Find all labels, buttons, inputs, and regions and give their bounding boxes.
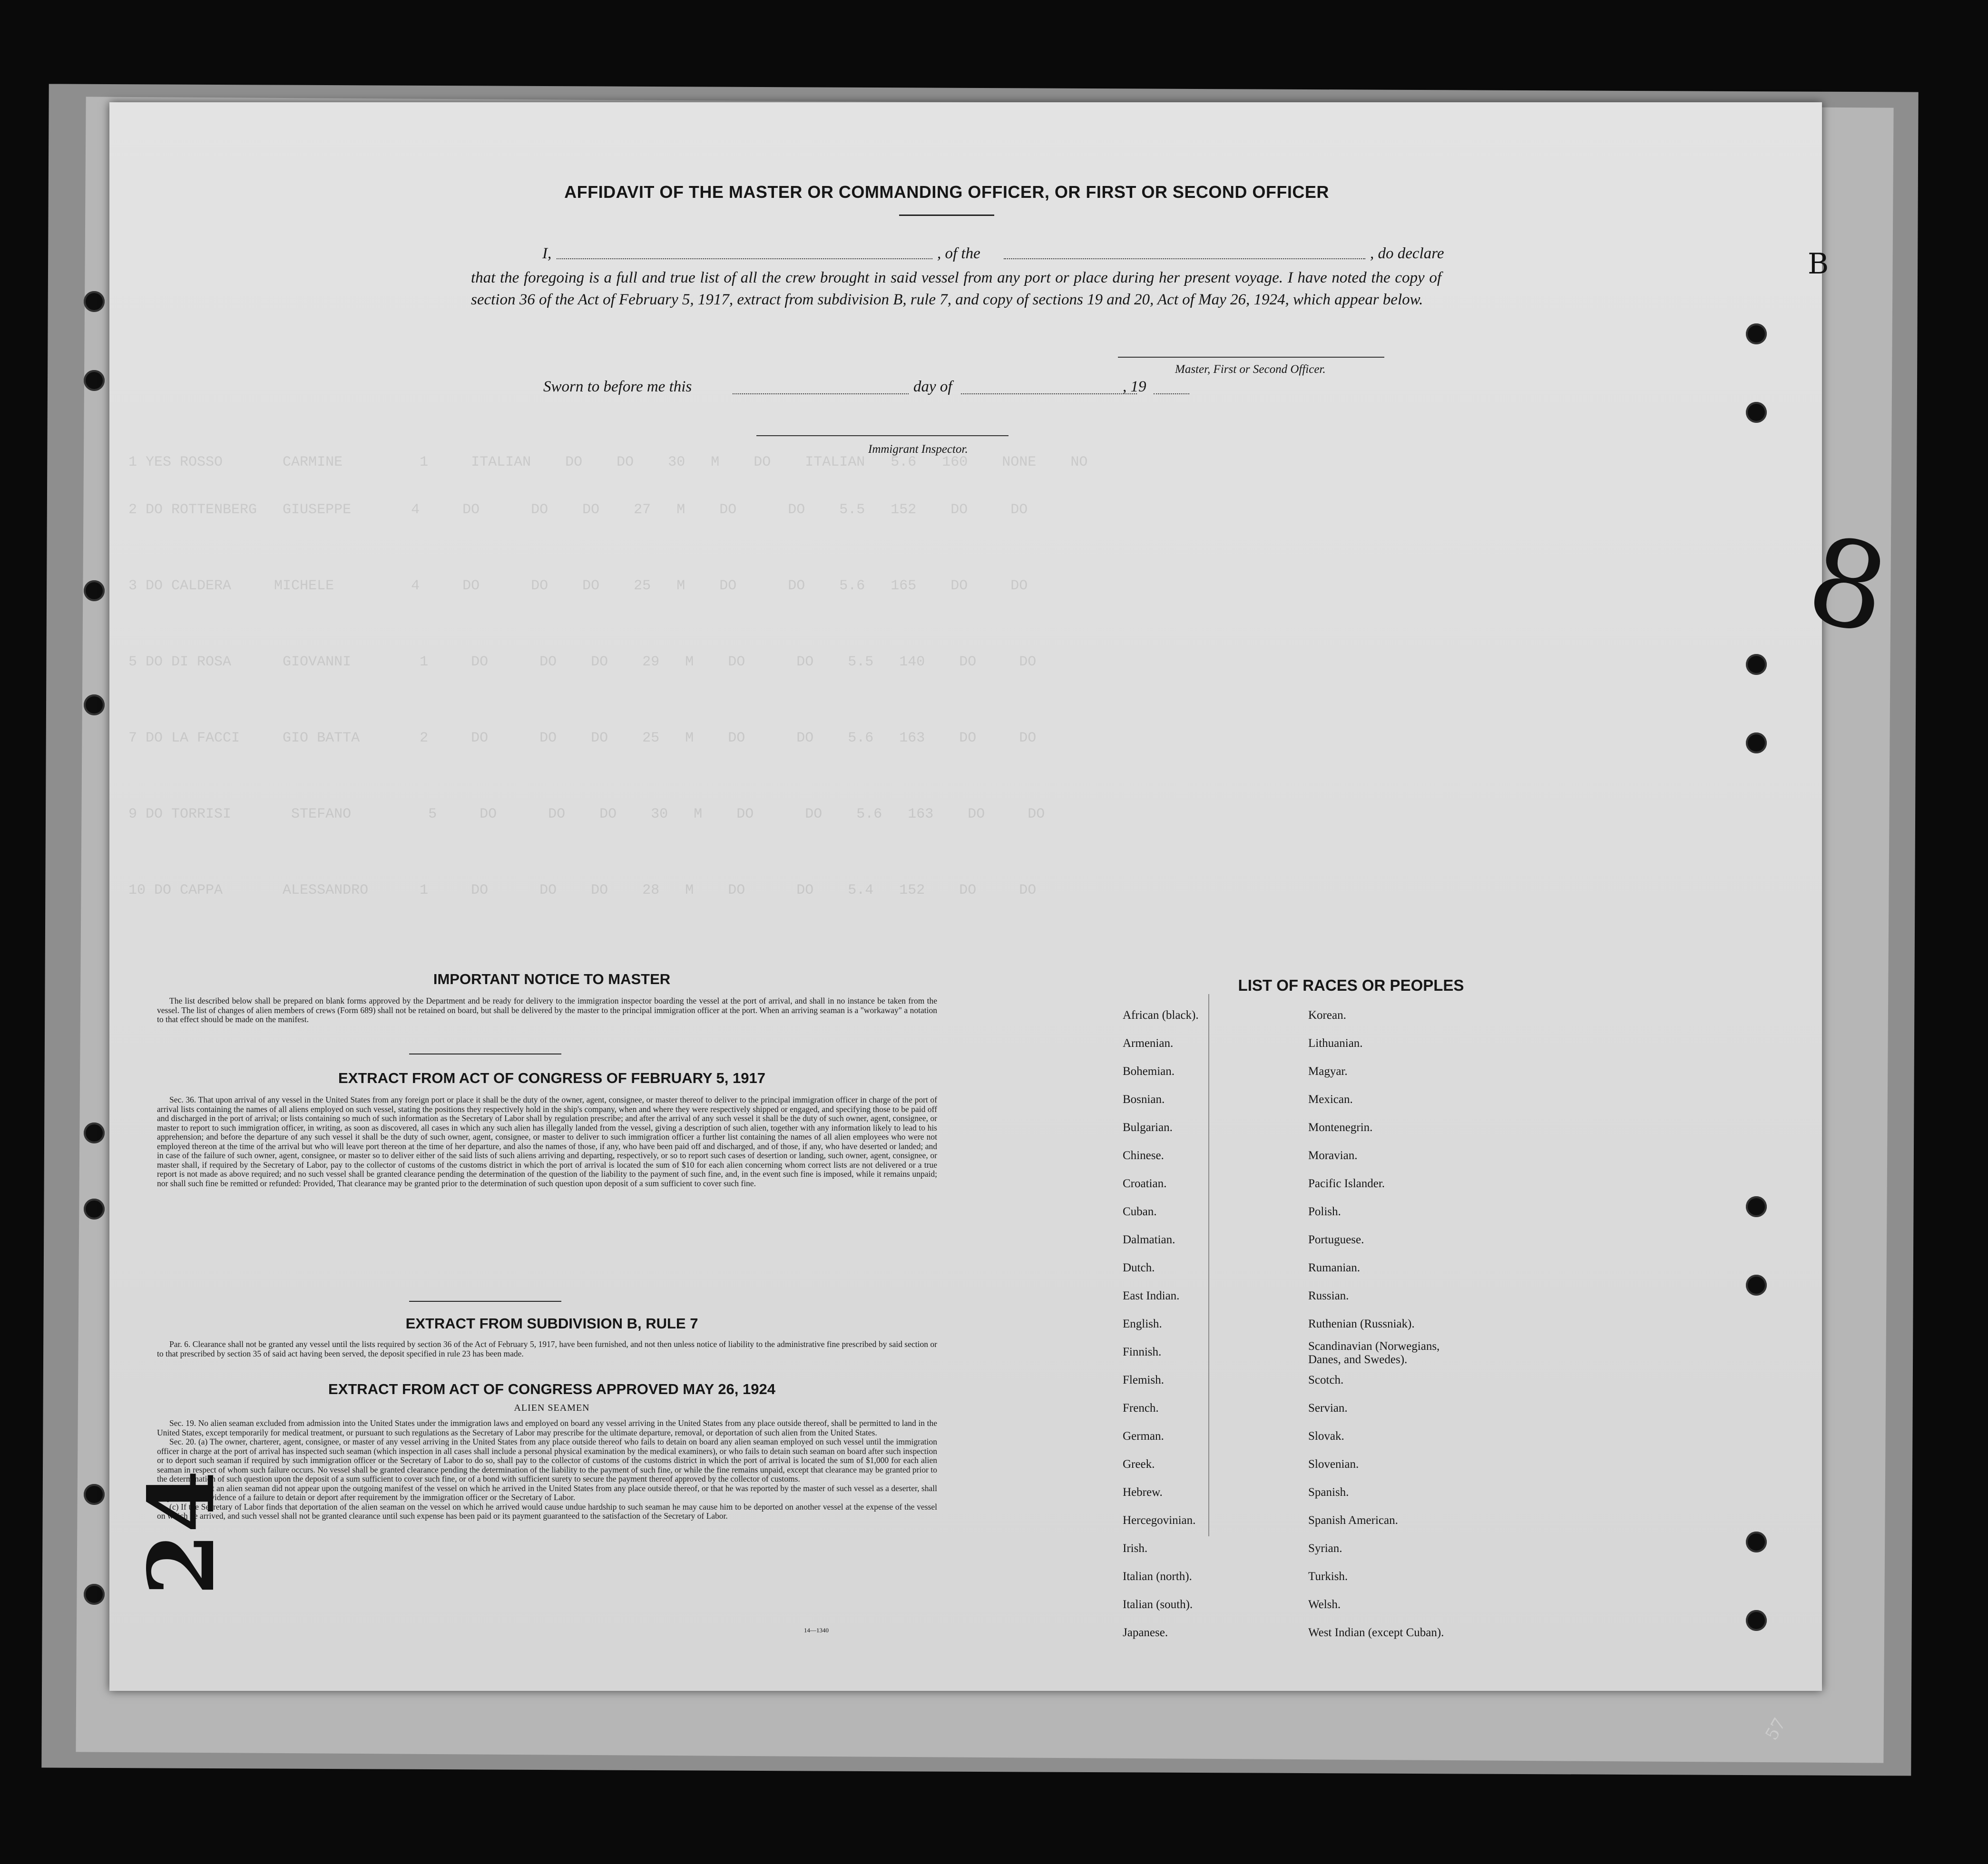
bleed-through-text: 7 DO LA FACCI GIO BATTA 2 DO DO DO 25 M DO DO 5.6 163 DO DO xyxy=(128,730,1037,746)
notice-title: IMPORTANT NOTICE TO MASTER xyxy=(433,971,671,987)
race-item: Irish. xyxy=(1123,1542,1148,1555)
sworn-date-field[interactable] xyxy=(733,393,909,394)
affidavit-title: AFFIDAVIT OF THE MASTER OR COMMANDING OFFICER, OR FIRST OR SECOND OFFICER xyxy=(564,182,1329,202)
race-item: Bosnian. xyxy=(1123,1093,1165,1106)
race-item: Dalmatian. xyxy=(1123,1233,1175,1246)
race-item: Rumanian. xyxy=(1308,1261,1361,1274)
alien-seamen-subtitle: ALIEN SEAMEN xyxy=(514,1403,590,1413)
bleed-through-text: 9 DO TORRISI STEFANO 5 DO DO DO 30 M DO DO 5.6 163 DO DO xyxy=(128,806,1045,822)
race-item: Pacific Islander. xyxy=(1308,1177,1385,1190)
punch-hole xyxy=(1746,1275,1767,1296)
race-item: Lithuanian. xyxy=(1308,1037,1363,1050)
race-item: Greek. xyxy=(1123,1458,1155,1471)
inspector-signature-line[interactable] xyxy=(756,435,1009,436)
title-divider xyxy=(899,215,994,216)
extract-rule7-paragraph: Par. 6. Clearance shall not be granted any vessel until the lists required by section 36 of the Act of February 5, 1917, have been furnished, and not then unless notice of liability to the administrative fine prescribed by said section or to that prescribed by section 35 of said act having been served, the deposit specified in rule 23 has been made. xyxy=(157,1339,937,1358)
notice-paragraph: The list described below shall be prepared on blank forms approved by the Department and be ready for delivery to the immigration inspector boarding the vessel at the port of arrival, and shall in no instance be taken from the vessel. The list of changes of alien members of crews (Form 689) shall not be retained on board, but shall be delivered by the master to the principal immigration officer at the port. When an arriving seaman is a "workaway" a notation to that effect should be made on the manifest. xyxy=(157,996,937,1024)
race-item: Scandinavian (Norwegians, Danes, and Swedes). xyxy=(1308,1340,1440,1366)
race-item: East Indian. xyxy=(1123,1289,1180,1302)
punch-hole xyxy=(1746,654,1767,675)
affidavit-i-label: I, xyxy=(542,245,552,262)
punch-hole xyxy=(84,291,105,312)
bleed-through-text: 10 DO CAPPA ALESSANDRO 1 DO DO DO 28 M DO DO 5.4 152 DO DO xyxy=(128,882,1037,898)
punch-hole xyxy=(1746,1610,1767,1631)
race-item: Montenegrin. xyxy=(1308,1121,1373,1134)
form-number: 14—1340 xyxy=(804,1627,829,1634)
race-item: Syrian. xyxy=(1308,1542,1342,1555)
race-item: Finnish. xyxy=(1123,1346,1162,1358)
section-20a-paragraph: Sec. 20. (a) The owner, charterer, agent, consignee, or master of any vessel arriving in the United States from any place outside thereof who fails to detain on board any alien seaman employed on such vessel until the immigration officer in charge at the port of arrival has inspected such seaman (which inspection in all cases shall include a personal physical examination by the medical examiners), or who fails to detain such seaman on board after such inspection or to deport such seaman if required by such immigration officer or the Secretary of Labor to do so, shall pay to the collector of customs of the customs district in which the port of arrival is located the sum of $1,000 for each alien seaman in respect of whom such failure occurs. No vessel shall be granted clearance pending the determination of the liability to the payment of such fine, or while the fine remains unpaid, except that clearance may be granted prior to the determination of such question upon the deposit of a sum sufficient to cover such fine, or of a bond with sufficient surety to secure the payment thereof approved by the collector of customs. xyxy=(157,1437,937,1483)
master-signature-label: Master, First or Second Officer. xyxy=(1175,363,1326,376)
race-item: Welsh. xyxy=(1308,1598,1341,1611)
name-field[interactable] xyxy=(557,258,932,259)
race-item: Ruthenian (Russniak). xyxy=(1308,1317,1415,1330)
race-item: Italian (south). xyxy=(1123,1598,1193,1611)
bleed-through-text: 3 DO CALDERA MICHELE 4 DO DO DO 25 M DO DO 5.6 165 DO DO xyxy=(128,578,1028,594)
race-item: Moravian. xyxy=(1308,1149,1358,1162)
race-item: English. xyxy=(1123,1317,1162,1330)
race-item: Korean. xyxy=(1308,1009,1346,1022)
section-20b-paragraph: (b) Proof that an alien seaman did not appear upon the outgoing manifest of the vessel on which he arrived in the United States from any place outside thereof, or that he was reported by the master of such vessel as a deserter, shall be prima facie evidence of a failure to detain or deport after requirement by the immigration officer or the Secretary of Labor. xyxy=(157,1483,937,1502)
race-item: Russian. xyxy=(1308,1289,1349,1302)
race-item: Chinese. xyxy=(1123,1149,1164,1162)
race-item: Servian. xyxy=(1308,1402,1348,1415)
year-field[interactable] xyxy=(1154,393,1189,394)
punch-hole xyxy=(1746,402,1767,423)
race-item: Polish. xyxy=(1308,1205,1341,1218)
race-item: Portuguese. xyxy=(1308,1233,1364,1246)
year-label: , 19 xyxy=(1123,378,1146,395)
race-item: Magyar. xyxy=(1308,1065,1348,1078)
master-signature-line[interactable] xyxy=(1118,357,1384,358)
punch-hole xyxy=(84,370,105,391)
race-item: Spanish American. xyxy=(1308,1514,1398,1527)
race-item: Scotch. xyxy=(1308,1374,1344,1386)
race-item: Spanish. xyxy=(1308,1486,1349,1499)
extract-1924-text xyxy=(157,1419,937,1521)
race-item: Armenian. xyxy=(1123,1037,1174,1050)
race-item: Slovenian. xyxy=(1308,1458,1359,1471)
races-right-column xyxy=(1308,1001,1460,1647)
race-item: Flemish. xyxy=(1123,1374,1164,1386)
month-field[interactable] xyxy=(961,393,1137,394)
punch-hole xyxy=(84,694,105,715)
punch-hole xyxy=(84,1199,105,1220)
punch-hole xyxy=(84,1484,105,1505)
extract-1924-title: EXTRACT FROM ACT OF CONGRESS APPROVED MAY 26, 1924 xyxy=(328,1381,775,1397)
race-item: German. xyxy=(1123,1430,1164,1443)
punch-hole xyxy=(1746,323,1767,344)
extract-1917-title: EXTRACT FROM ACT OF CONGRESS OF FEBRUARY 5, 1917 xyxy=(338,1070,765,1086)
race-item: Hebrew. xyxy=(1123,1486,1163,1499)
race-item: Turkish. xyxy=(1308,1570,1348,1583)
section-19-paragraph: Sec. 19. No alien seaman excluded from admission into the United States under the immigration laws and employed on board any vessel arriving in the United States from any place outside thereof, shall be permitted to land in the United States, except temporarily for medical treatment, or pursuant to such regulations as the Secretary of Labor may prescribe for the ultimate departure, removal, or deportation of such alien from the United States. xyxy=(157,1418,937,1437)
punch-hole xyxy=(84,1122,105,1143)
handwritten-page-number: 8 xyxy=(1796,509,1900,661)
notice-text xyxy=(157,996,937,1025)
handwritten-frame-number: 24 xyxy=(128,1470,235,1596)
race-item: West Indian (except Cuban). xyxy=(1308,1626,1444,1639)
race-item: Cuban. xyxy=(1123,1205,1157,1218)
races-column-divider xyxy=(1208,994,1209,1536)
races-title: LIST OF RACES OR PEOPLES xyxy=(1238,976,1464,994)
race-item: African (black). xyxy=(1123,1009,1199,1022)
bleed-through-text: 5 DO DI ROSA GIOVANNI 1 DO DO DO 29 M DO DO 5.5 140 DO DO xyxy=(128,654,1037,670)
race-item: French. xyxy=(1123,1402,1159,1415)
race-item: Slovak. xyxy=(1308,1430,1344,1443)
extract-rule7-text xyxy=(157,1340,937,1358)
inspector-label: Immigrant Inspector. xyxy=(868,443,968,456)
handwritten-letter-mark: B xyxy=(1808,247,1829,281)
race-item: Italian (north). xyxy=(1123,1570,1192,1583)
race-item: Mexican. xyxy=(1308,1093,1353,1106)
races-left-column xyxy=(1123,1001,1199,1647)
race-item: Bohemian. xyxy=(1123,1065,1175,1078)
do-declare-label: , do declare xyxy=(1370,245,1444,262)
extract-rule7-title: EXTRACT FROM SUBDIVISION B, RULE 7 xyxy=(405,1315,698,1332)
extract-1917-text xyxy=(157,1095,937,1188)
punch-hole xyxy=(1746,732,1767,753)
punch-hole xyxy=(1746,1196,1767,1217)
bleed-through-text: 2 DO ROTTENBERG GIUSEPPE 4 DO DO DO 27 M DO DO 5.5 152 DO DO xyxy=(128,502,1028,518)
day-of-label: day of xyxy=(913,378,952,395)
vessel-field[interactable] xyxy=(1004,258,1365,259)
section-divider xyxy=(409,1301,561,1302)
affidavit-statement: that the foregoing is a full and true list of all the crew brought in said vessel from any port or place during her present voyage. I have noted the copy of section 36 of the Act of February 5, 1917, extract from subdivision B, rule 7, and copy of sections 19 and 20, Act of May 26, 1924, which appear below. xyxy=(471,269,1441,308)
race-item: Japanese. xyxy=(1123,1626,1168,1639)
of-the-label: , of the xyxy=(937,245,980,262)
punch-hole xyxy=(84,1584,105,1605)
sworn-label: Sworn to before me this xyxy=(543,378,692,395)
race-item: Dutch. xyxy=(1123,1261,1155,1274)
race-item: Croatian. xyxy=(1123,1177,1167,1190)
handwritten-corner-note: 57 xyxy=(1762,1715,1790,1744)
form-page xyxy=(109,102,1900,1691)
punch-hole xyxy=(84,580,105,601)
race-item: Hercegovinian. xyxy=(1123,1514,1196,1527)
punch-hole xyxy=(1746,1532,1767,1552)
bleed-through-text: 1 YES ROSSO CARMINE 1 ITALIAN DO DO 30 M DO ITALIAN 5.6 160 NONE NO xyxy=(128,454,1088,470)
race-item: Bulgarian. xyxy=(1123,1121,1173,1134)
extract-1917-paragraph: Sec. 36. That upon arrival of any vessel in the United States from any foreign port or place it shall be the duty of the owner, agent, consignee, or master thereof to deliver to the principal immigration officer in charge of the port of arrival lists containing the names of all aliens employed on such vessel, stating the positions they respectively hold in the ship's company, when and where they were respectively shipped or engaged, and specifying those to be paid off and discharged in the port of arrival; or lists containing so much of such information as the Secretary of Labor shall by regulation prescribe; and after the arrival of any such vessel it shall be the duty of such owner, agent, consignee, or master to report to such immigration officer, in writing, as soon as discovered, all cases in which any such alien has illegally landed from the vessel, giving a description of such alien, together with any information likely to lead to his apprehension; and before the departure of any such vessel it shall be the duty of such owner, agent, consignee, or master to deliver to such immigration officer a further list containing the names of all alien employees who were not employed thereon at the time of the arrival but who will leave port thereon at the time of her departure, and also the names of those, if any, who have been paid off and discharged, and of those, if any, who have deserted or landed; and in case of the failure of such owner, agent, consignee, or master so to deliver either of the said lists of such aliens arriving and departing, respectively, or so to report such cases of desertion or landing, such owner, agent, consignee, or master shall, if required by the Secretary of Labor, pay to the collector of customs of the customs district in which the port of arrival is located the sum of $10 for each alien concerning whom correct lists are not delivered or a true report is not made as above required; and no such vessel shall be granted clearance pending the determination of the question of the liability to the payment of such fine, and, in the event such fine is imposed, while it remains unpaid; nor shall such fine be remitted or refunded: Provided, That clearance may be granted prior to the determination of such question upon deposit of a sum sufficient to cover such fine. xyxy=(157,1095,937,1188)
section-20c-paragraph: (c) If the Secretary of Labor finds that deportation of the alien seaman on the vessel on which he arrived would cause undue hardship to such seaman he may cause him to be deported on another vessel at the expense of the vessel on which he arrived, and such vessel shall not be granted clearance until such expense has been paid or its payment guaranteed to the satisfaction of the Secretary of Labor. xyxy=(157,1502,937,1521)
